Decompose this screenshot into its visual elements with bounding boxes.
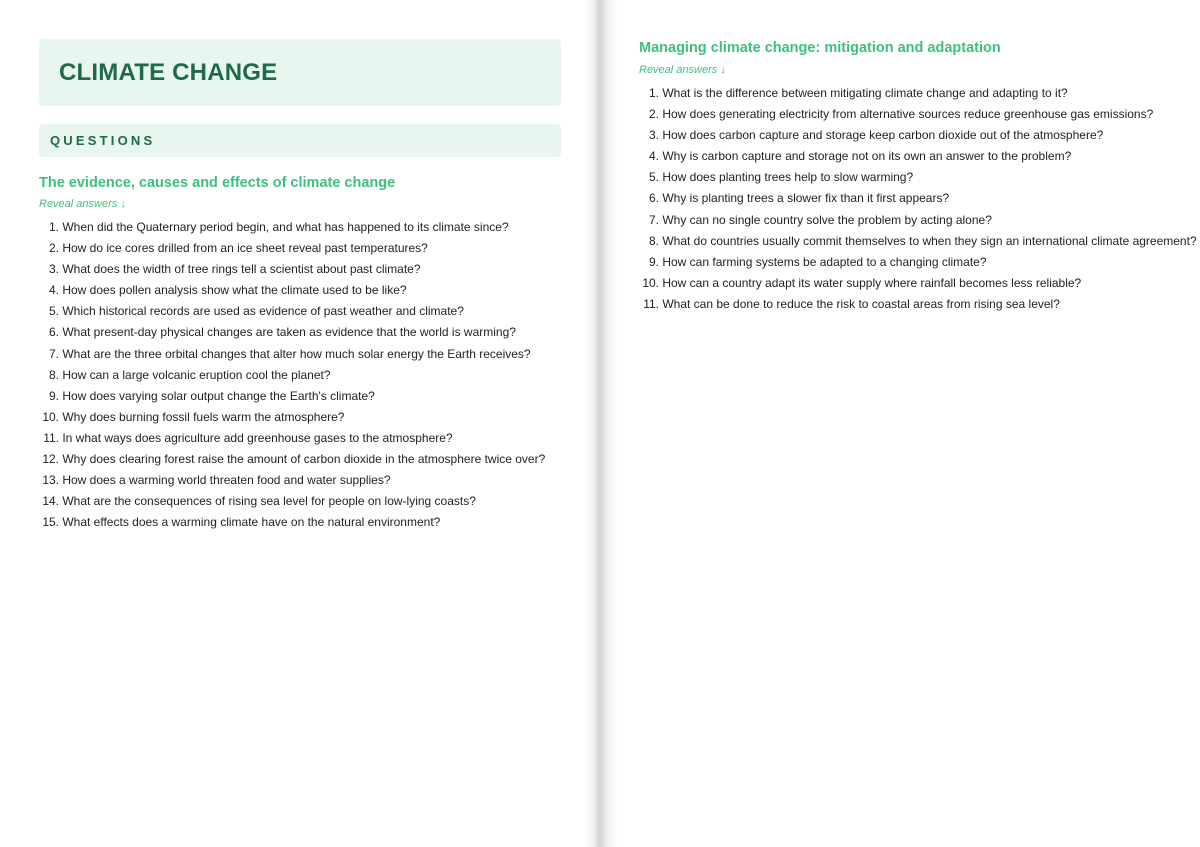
question-item: [39, 470, 545, 491]
question-text: How can a large volcanic eruption cool the planet?: [62, 367, 331, 382]
question-number: 10.: [642, 275, 659, 290]
question-text: How does generating electricity from alternative sources reduce greenhouse gas emissions?: [662, 107, 1154, 122]
question-text: How do ice cores drilled from an ice sheet reveal past temperatures?: [62, 241, 428, 256]
question-item: [39, 301, 545, 322]
question-number: 7.: [648, 212, 659, 227]
question-text: Why is carbon capture and storage not on its own an answer to the problem?: [662, 149, 1072, 164]
question-text: Why can no single country solve the problem by acting alone?: [662, 212, 992, 227]
right-page: [612, 0, 1200, 847]
question-item: [639, 231, 1197, 252]
question-number: 6.: [648, 191, 659, 206]
question-text: What can be done to reduce the risk to coastal areas from rising sea level?: [662, 296, 1060, 311]
reveal-answers-link-evidence[interactable]: [39, 198, 126, 210]
question-item: [39, 344, 545, 365]
question-number: 1.: [48, 220, 59, 234]
question-item: [639, 188, 1197, 209]
reveal-answers-label: Reveal answers: [39, 198, 118, 210]
question-text: What do countries usually commit themselves to when they sign an international climate agreement?: [662, 233, 1197, 248]
question-number: 3.: [48, 262, 59, 277]
question-list-managing: [639, 83, 1197, 315]
question-text: When did the Quaternary period begin, and what has happened to its climate since?: [62, 220, 509, 234]
question-number: 9.: [648, 254, 659, 269]
question-item: [639, 167, 1197, 188]
questions-heading: QUESTIONS: [50, 133, 156, 148]
question-number: 11.: [43, 430, 59, 445]
arrow-down-icon: ↓: [120, 198, 126, 210]
question-item: [39, 512, 545, 533]
question-text: What present-day physical changes are taken as evidence that the world is warming?: [62, 325, 516, 340]
questions-banner: [39, 124, 561, 157]
question-number: 5.: [48, 304, 59, 319]
question-list-evidence: [39, 217, 545, 533]
title-banner: [39, 39, 561, 106]
question-number: 12.: [42, 452, 59, 467]
question-item: [639, 83, 1197, 104]
question-text: What are the consequences of rising sea level for people on low-lying coasts?: [62, 494, 476, 509]
question-number: 2.: [648, 107, 659, 122]
question-text: In what ways does agriculture add greenhouse gases to the atmosphere?: [62, 430, 453, 445]
question-item: [639, 273, 1197, 294]
question-item: [39, 428, 545, 449]
question-number: 1.: [648, 86, 659, 100]
left-page: [0, 0, 590, 847]
question-item: [39, 449, 545, 470]
question-number: 9.: [48, 388, 59, 403]
question-number: 3.: [648, 128, 659, 143]
question-number: 15.: [42, 515, 59, 530]
question-text: Which historical records are used as evidence of past weather and climate?: [62, 304, 464, 319]
question-item: [39, 386, 545, 407]
question-text: How does planting trees help to slow warming?: [662, 170, 914, 185]
question-number: 10.: [42, 409, 59, 424]
page-title: CLIMATE CHANGE: [59, 59, 278, 86]
question-item: [39, 217, 545, 238]
arrow-down-icon: ↓: [720, 64, 726, 76]
question-item: [639, 125, 1197, 146]
question-text: How does varying solar output change the Earth's climate?: [62, 388, 375, 403]
question-text: How does a warming world threaten food and water supplies?: [62, 473, 391, 488]
question-number: 8.: [48, 367, 59, 382]
question-number: 13.: [42, 473, 59, 488]
question-text: How does pollen analysis show what the climate used to be like?: [62, 283, 407, 298]
question-text: How does carbon capture and storage keep carbon dioxide out of the atmosphere?: [662, 128, 1104, 143]
question-number: 4.: [48, 283, 59, 298]
question-text: Why does burning fossil fuels warm the atmosphere?: [62, 409, 345, 424]
question-item: [39, 259, 545, 280]
question-number: 2.: [48, 241, 59, 256]
question-item: [639, 146, 1197, 167]
question-number: 5.: [648, 170, 659, 185]
section-title-managing: Managing climate change: mitigation and adaptation: [639, 40, 1001, 56]
question-item: [39, 280, 545, 301]
question-item: [39, 322, 545, 343]
question-text: Why is planting trees a slower fix than it first appears?: [662, 191, 950, 206]
question-text: How can a country adapt its water supply where rainfall becomes less reliable?: [662, 275, 1082, 290]
question-text: What are the three orbital changes that alter how much solar energy the Earth receives?: [62, 346, 531, 361]
question-item: [639, 294, 1197, 315]
question-item: [39, 491, 545, 512]
section-title-evidence: The evidence, causes and effects of climate change: [39, 175, 396, 191]
question-text: What is the difference between mitigating climate change and adapting to it?: [662, 86, 1068, 100]
question-number: 14.: [42, 494, 59, 509]
question-number: 7.: [48, 346, 59, 361]
question-item: [39, 365, 545, 386]
question-item: [639, 104, 1197, 125]
reveal-answers-label: Reveal answers: [639, 64, 718, 76]
question-number: 11.: [643, 296, 659, 311]
question-number: 8.: [648, 233, 659, 248]
question-text: How can farming systems be adapted to a changing climate?: [662, 254, 987, 269]
question-number: 4.: [648, 149, 659, 164]
question-text: Why does clearing forest raise the amount of carbon dioxide in the atmosphere twice over?: [62, 452, 546, 467]
question-item: [39, 238, 545, 259]
question-item: [639, 210, 1197, 231]
question-text: What effects does a warming climate have on the natural environment?: [62, 515, 441, 530]
question-item: [39, 407, 545, 428]
reveal-answers-link-managing[interactable]: [639, 64, 726, 76]
question-item: [639, 252, 1197, 273]
question-number: 6.: [48, 325, 59, 340]
question-text: What does the width of tree rings tell a scientist about past climate?: [62, 262, 421, 277]
